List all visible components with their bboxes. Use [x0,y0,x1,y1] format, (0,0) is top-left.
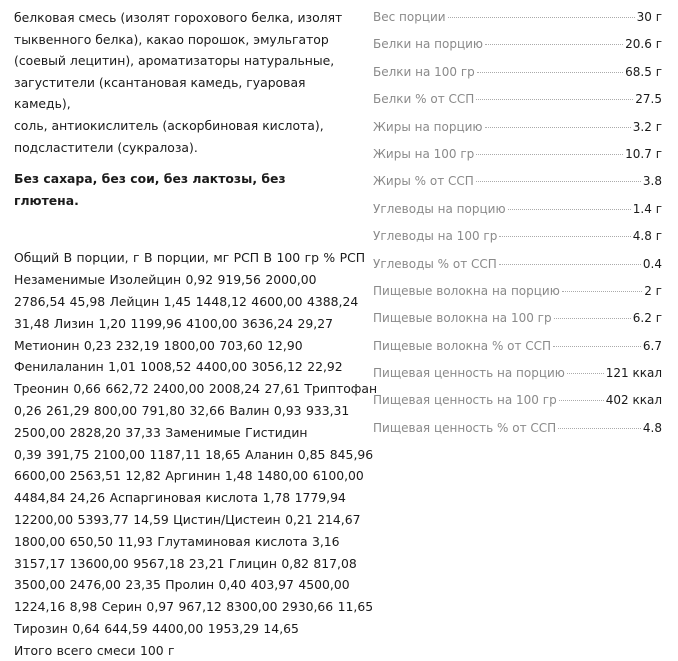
nutrition-row [373,174,662,201]
nutrition-value: 30 г [636,10,662,24]
amino-acid-table-text [14,247,378,661]
nutrition-label: Белки на 100 гр [373,64,475,79]
nutrition-value: 0.4 [642,256,662,271]
nutrition-label: Пищевая ценность на порцию [373,366,565,381]
nutrition-value: 6.2 г [632,311,662,326]
nutrition-row [373,37,662,64]
dotted-leader [554,318,631,319]
amino-line: Незаменимые Изолейцин 0,92 919,56 2000,00 [14,272,317,288]
amino-line: 4484,84 24,26 Аспаргиновая кислота 1,78 1779,94 [14,490,346,506]
nutrition-row [373,311,662,338]
dotted-leader [485,44,623,45]
nutrition-row [373,92,662,119]
dotted-leader [567,373,604,374]
nutrition-row [373,10,662,37]
amino-line: 1800,00 650,50 11,93 Глутаминовая кислота 3,16 [14,533,340,549]
ingredients-line: соль, антиокислитель (аскорбиновая кислота), [14,117,324,133]
nutrition-label: Вес порции [373,10,446,24]
amino-line: 3500,00 2476,00 23,35 Пролин 0,40 403,97 4500,00 [14,577,350,593]
nutrition-value: 1.4 г [632,201,662,216]
amino-line: Общий В порции, г В порции, мг РСП В 100 гр % РСП [14,250,366,266]
dotted-leader [559,400,604,401]
nutrition-facts-list [373,10,662,448]
amino-line: 0,26 261,29 800,00 791,80 32,66 Валин 0,93 933,31 [14,402,350,418]
dotted-leader [477,72,623,73]
nutrition-value: 121 ккал [605,366,662,381]
dotted-leader [508,209,631,210]
nutrition-row [373,147,662,174]
nutrition-value: 402 ккал [605,393,662,408]
amino-line: Метионин 0,23 232,19 1800,00 703,60 12,90 [14,337,303,353]
nutrition-label: Пищевые волокна на порцию [373,283,560,298]
amino-line: 1224,16 8,98 Серин 0,97 967,12 8300,00 2930,66 11,65 [14,599,374,615]
nutrition-row [373,202,662,229]
amino-line: 0,39 391,75 2100,00 1187,11 18,65 Аланин 0,85 845,96 [14,446,374,462]
nutrition-label: Углеводы % от ССП [373,256,497,271]
amino-line: Фенилаланин 1,01 1008,52 4400,00 3056,12 22,92 [14,359,343,375]
dotted-leader [553,346,641,347]
dotted-leader [499,264,641,265]
nutrition-value: 27.5 [635,92,662,107]
dotted-leader [562,291,642,292]
amino-line: Треонин 0,66 662,72 2400,00 2008,24 27,61 Триптофан [14,381,378,397]
dotted-leader [448,17,635,18]
amino-line: Итого всего смеси 100 г [14,642,175,658]
nutrition-row [373,284,662,311]
nutrition-label: Углеводы на 100 гр [373,229,498,244]
dotted-leader [476,181,641,182]
ingredients-line: (соевый лецитин), ароматизаторы натуральные, [14,53,335,69]
nutrition-value: 10.7 г [625,146,662,161]
nutrition-label: Пищевые волокна % от ССП [373,338,552,353]
nutrition-value: 3.8 [642,174,662,189]
dotted-leader [485,127,631,128]
nutrition-label: Пищевая ценность % от ССП [373,420,557,435]
nutrition-value: 4.8 [642,420,662,435]
nutrition-label: Жиры % от ССП [373,174,474,189]
ingredients-line: подсластители (сукралоза). [14,139,198,155]
nutrition-value: 6.7 [642,338,662,353]
nutrition-label: Жиры на порцию [373,119,483,134]
nutrition-row [373,229,662,256]
nutrition-row [373,120,662,147]
nutrition-label: Пищевая ценность на 100 гр [373,393,557,408]
ingredients-line: тыквенного белка), какао порошок, эмульгатор [14,31,329,47]
nutrition-value: 68.5 г [625,64,662,79]
nutrition-row [373,421,662,448]
nutrition-row [373,257,662,284]
composition-column [14,7,378,661]
nutrition-row [373,65,662,92]
amino-line: Тирозин 0,64 644,59 4400,00 1953,29 14,65 [14,620,299,636]
amino-line: 12200,00 5393,77 14,59 Цистин/Цистеин 0,21 214,67 [14,511,361,527]
ingredients-text [14,7,349,158]
amino-line: 31,48 Лизин 1,20 1199,96 4100,00 3636,24 29,27 [14,315,333,331]
ingredients-line: загустители (ксантановая камедь, гуаровая камедь), [14,74,306,112]
dotted-leader [499,236,630,237]
dotted-leader [476,99,633,100]
nutrition-row [373,366,662,393]
dotted-leader [476,154,623,155]
nutrition-label: Белки % от ССП [373,92,475,107]
nutrition-row [373,339,662,366]
dotted-leader [558,428,641,429]
amino-line: 2786,54 45,98 Лейцин 1,45 1448,12 4600,00 4388,24 [14,293,359,309]
nutrition-value: 2 г [644,283,662,298]
nutrition-value: 3.2 г [632,119,662,134]
amino-line: 6600,00 2563,51 12,82 Аргинин 1,48 1480,00 6100,00 [14,468,364,484]
amino-line: 2500,00 2828,20 37,33 Заменимые Гистидин [14,424,308,440]
nutrition-label: Углеводы на порцию [373,201,506,216]
nutrition-label: Пищевые волокна на 100 гр [373,311,552,326]
nutrition-label: Жиры на 100 гр [373,146,475,161]
nutrition-label: Белки на порцию [373,37,484,52]
nutrition-row [373,393,662,420]
amino-line: 3157,17 13600,00 9567,18 23,21 Глицин 0,82 817,08 [14,555,357,571]
free-from-claim: Без сахара, без сои, без лактозы, без глютена. [14,171,286,208]
nutrition-value: 20.6 г [625,37,662,52]
ingredients-line: белковая смесь (изолят горохового белка, изолят [14,10,343,25]
nutrition-value: 4.8 г [632,229,662,244]
